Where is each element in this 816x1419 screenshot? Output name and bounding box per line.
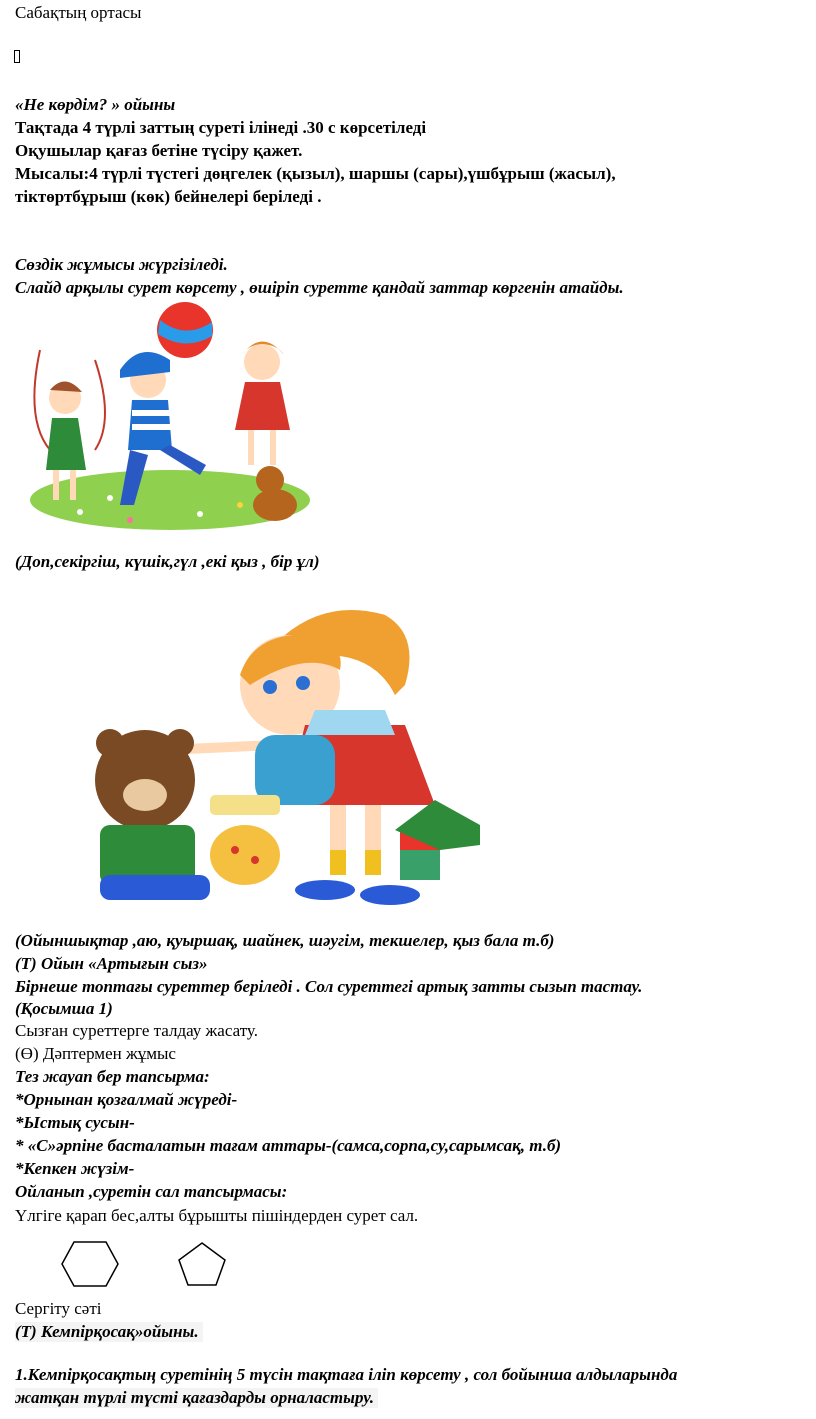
text-line: Сызған суреттерге талдау жасату.: [15, 1021, 258, 1040]
text-line: Сергіту сәті: [15, 1299, 102, 1318]
text-line: 1.Кемпірқосақтың суретінің 5 түсін тақтаға іліп көрсету , сол бойынша алдыларында: [15, 1365, 678, 1384]
section-heading: Сабақтың ортасы: [15, 3, 142, 22]
list-item: *Кепкен жүзім-: [15, 1159, 135, 1178]
shapes-sample: [55, 1238, 235, 1292]
text-line: Бірнеше топтағы суреттер беріледі . Сол суреттегі артық затты сызып тастау.: [15, 977, 643, 996]
game-title: (Т) Кемпірқосақ»ойыны.: [15, 1322, 203, 1342]
text-line: (Ө) Дәптермен жұмыс: [15, 1044, 176, 1063]
game-title: (Т) Ойын «Артығын сыз»: [15, 954, 208, 973]
task-title: Ойланып ,суретін сал тапсырмасы:: [15, 1182, 288, 1201]
text-line: Сөздік жұмысы жүргізіледі.: [15, 255, 228, 274]
hexagon-shape: [62, 1242, 118, 1286]
text-line: Үлгіге қарап бес,алты бұрышты пішіндерден сурет сал.: [15, 1206, 419, 1225]
list-item: * «С»әрпіне басталатын тағам аттары-(самса,сорпа,су,сарымсақ, т.б): [15, 1136, 562, 1155]
text-line: тіктөртбұрыш (көк) бейнелері беріледі .: [15, 187, 322, 206]
girl-with-toys-illustration: [75, 595, 480, 915]
task-title: Тез жауап бер тапсырма:: [15, 1067, 210, 1086]
text-line: Мысалы:4 түрлі түстегі дөңгелек (қызыл), шаршы (сары),үшбұрыш (жасыл),: [15, 164, 616, 183]
pentagon-shape: [179, 1243, 225, 1285]
text-line: Слайд арқылы сурет көрсету , өшіріп суретте қандай заттар көргенін атайды.: [15, 278, 624, 297]
missing-glyph-box: [14, 50, 20, 63]
list-item: *Орнынан қозғалмай жүреді-: [15, 1090, 238, 1109]
text-line: (Қосымша 1): [15, 999, 113, 1018]
text-line: Оқушылар қағаз бетіне түсіру қажет.: [15, 141, 303, 160]
list-item: *Ыстық сусын-: [15, 1113, 135, 1132]
caption: (Ойыншықтар ,аю, қуыршақ, шайнек, шәугім, текшелер, қыз бала т.б): [15, 931, 555, 950]
children-playing-illustration: [20, 300, 320, 545]
caption: (Доп,секіргіш, күшік,гүл ,екі қыз , бір ұл): [15, 552, 320, 571]
game-title: «Не көрдім? » ойыны: [15, 95, 176, 114]
text-line: жатқан түрлі түсті қағаздарды орналастыру.: [15, 1388, 378, 1408]
text-line: Тақтада 4 түрлі заттың суреті ілінеді .30 с көрсетіледі: [15, 118, 427, 137]
